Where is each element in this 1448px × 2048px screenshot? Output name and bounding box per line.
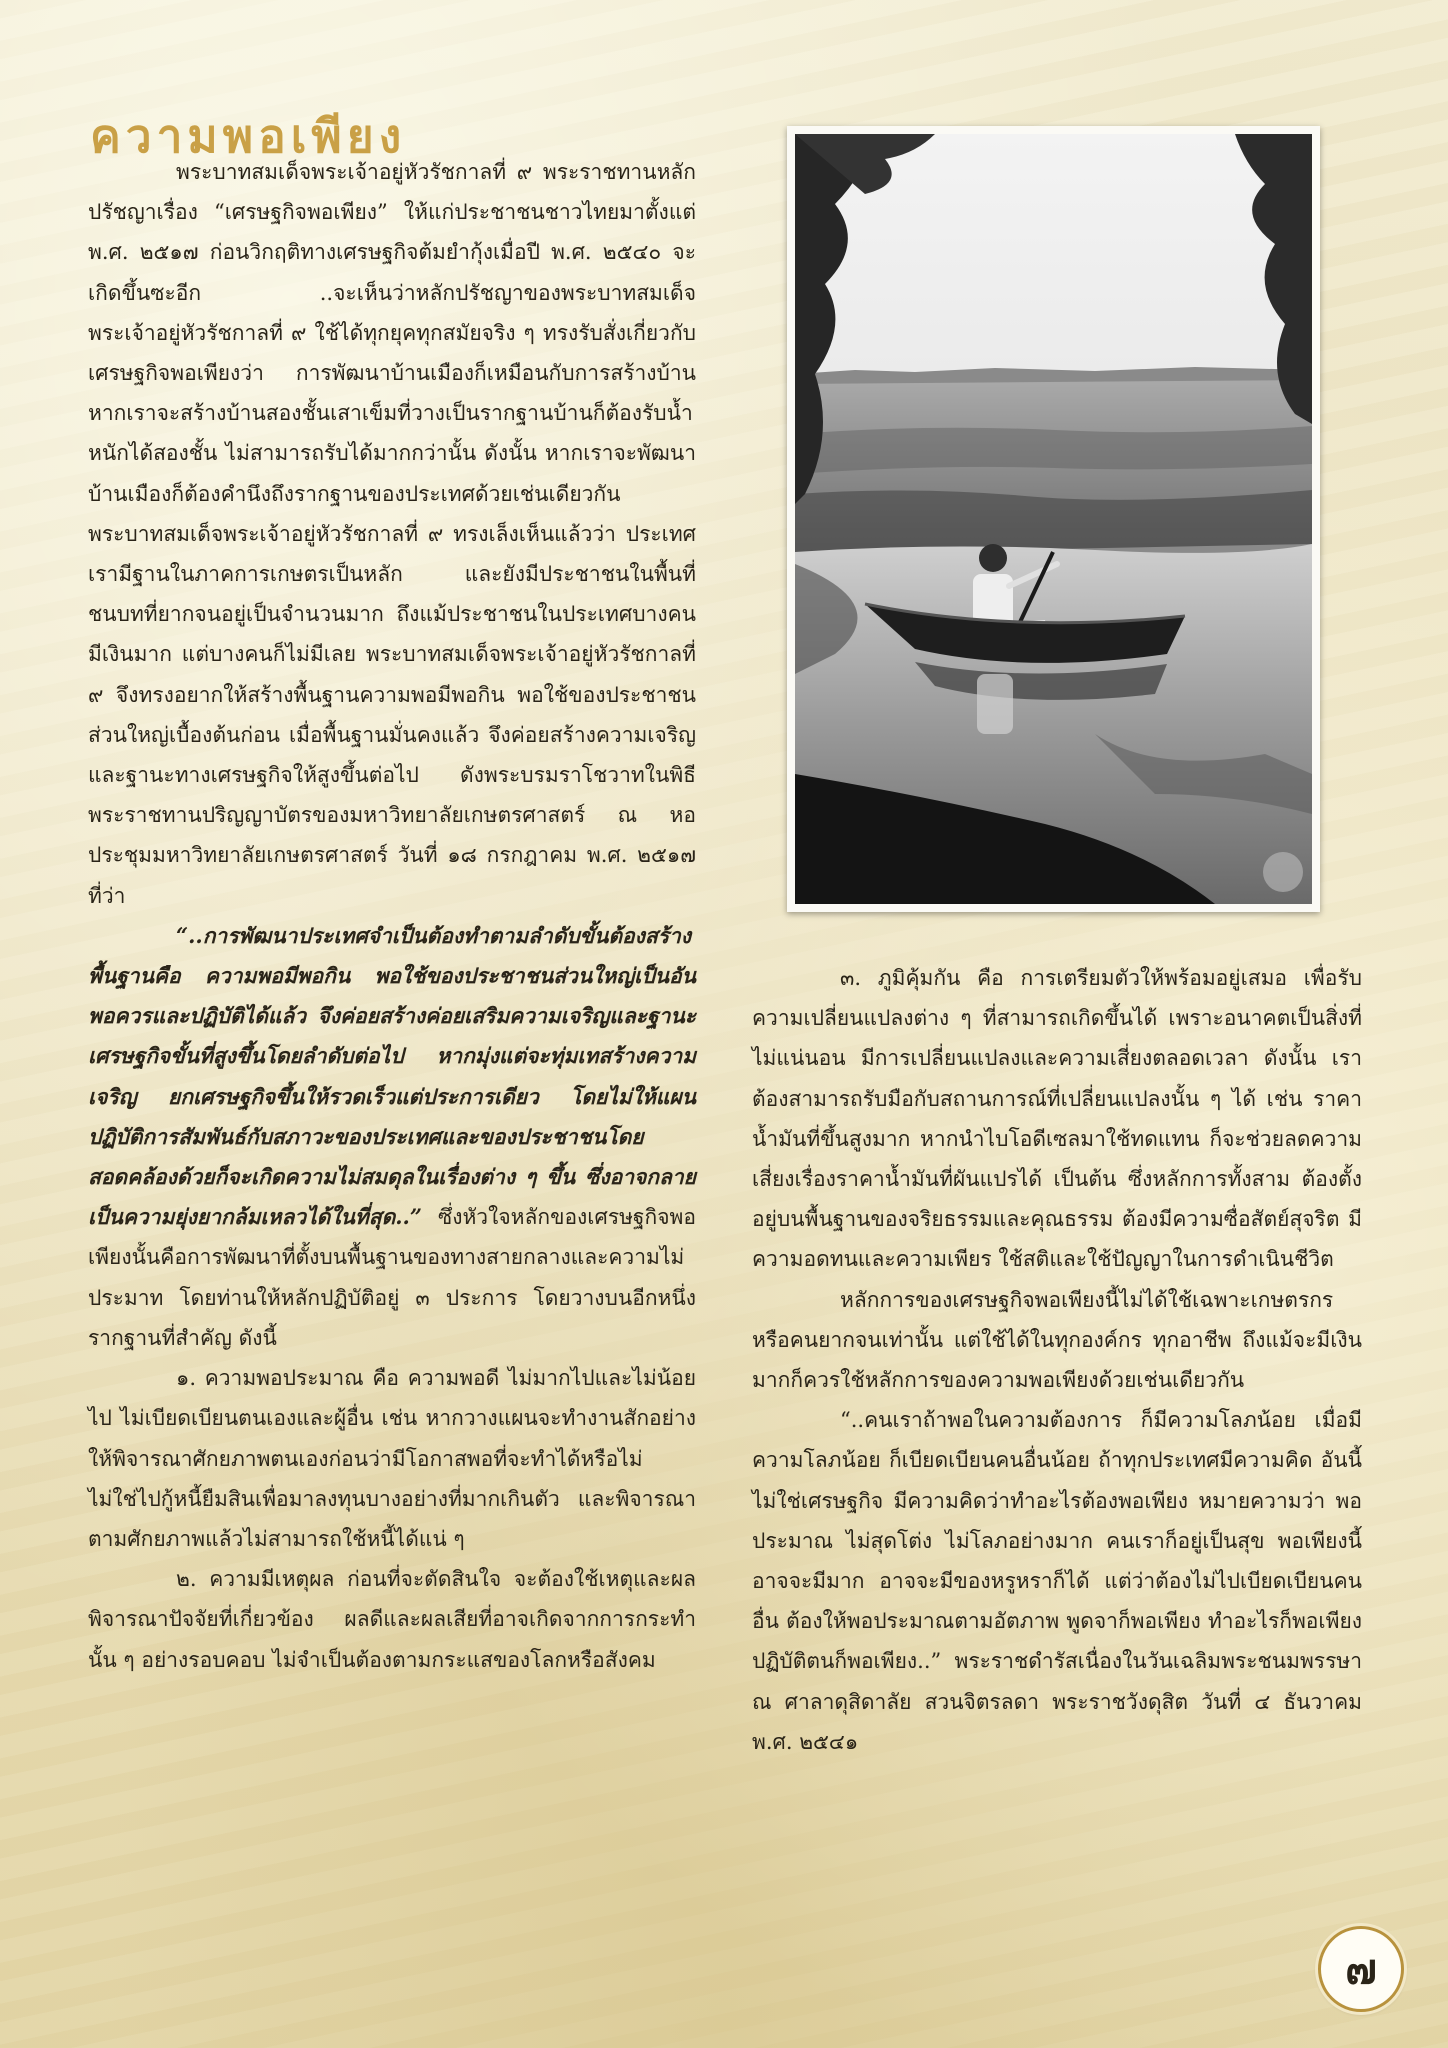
principle-immunity: ๓. ภูมิคุ้มกัน คือ การเตรียมตัวให้พร้อมอยู่เสมอ เพื่อรับความเปลี่ยนแปลงต่าง ๆ ที่สามารถเกิดขึ้นได้ เพราะอนาคตเป็นสิ่งที่ไม่แน่นอน มีการเปลี่ยนแปลงและความเสี่ยงตลอดเวลา ดังนั้น เราต้องสามารถรับมือกับสถานการณ์ที่เปลี่ยนแปลงนั้น ๆ ได้ เช่น ราคาน้ำมันที่ขึ้นสูงมาก หากนำไบโอดีเซลมาใช้ทดแทน ก็จะช่วยลดความเสี่ยงเรื่องราคาน้ำมันที่ผันแปรได้ เป็นต้น ซึ่งหลักการทั้งสาม ต้องตั้งอยู่บนพื้นฐานของจริยธรรมและคุณธรรม ต้องมีความซื่อสัตย์สุจริต มีความอดทนและความเพียร ใช้สติและใช้ปัญญาในการดำเนินชีวิต (752, 966, 1362, 1272)
right-column (752, 958, 1362, 1762)
page-number: ๗ (1318, 1926, 1404, 2012)
historical-photo (787, 126, 1320, 912)
king-rowing-boat-photo (795, 134, 1312, 904)
royal-quote-paragraph (88, 916, 696, 1358)
principle-scope: หลักการของเศรษฐกิจพอเพียงนี้ไม่ได้ใช้เฉพาะเกษตรกรหรือคนยากจนเท่านั้น แต่ใช้ได้ในทุกองค์กร ทุกอาชีพ ถึงแม้จะมีเงินมากก็ควรใช้หลักการของความพอเพียงด้วยเช่นเดียวกัน (752, 1287, 1362, 1393)
royal-speech-quote: “..คนเราถ้าพอในความต้องการ ก็มีความโลภน้อย เมื่อมีความโลภน้อย ก็เบียดเบียนคนอื่นน้อย ถ้าทุกประเทศมีความคิด อันนี้ไม่ใช่เศรษฐกิจ มีความคิดว่าทำอะไรต้องพอเพียง หมายความว่า พอประมาณ ไม่สุดโต่ง ไม่โลภอย่างมาก คนเราก็อยู่เป็นสุข พอเพียงนี้อาจจะมีมาก อาจจะมีของหรูหราก็ได้ แต่ว่าต้องไม่ไปเบียดเบียนคนอื่น ต้องให้พอประมาณตามอัตภาพ พูดจาก็พอเพียง ทำอะไรก็พอเพียง ปฏิบัติตนก็พอเพียง..” พระราชดำรัสเนื่องในวันเฉลิมพระชนมพรรษา ณ ศาลาดุสิดาลัย สวนจิตรลดา พระราชวังดุสิต วันที่ ๔ ธันวาคม พ.ศ. ๒๕๔๑ (752, 1408, 1362, 1754)
page-title: ความพอเพียง (90, 109, 407, 163)
royal-quote: “..การพัฒนาประเทศจำเป็นต้องทำตามลำดับขั้นต้องสร้างพื้นฐานคือ ความพอมีพอกิน พอใช้ของประชาชนส่วนใหญ่เป็นอันพอควรและปฏิบัติได้แล้ว จึงค่อยสร้างค่อยเสริมความเจริญและฐานะเศรษฐกิจขั้นที่สูงขึ้นโดยลำดับต่อไป หากมุ่งแต่จะทุ่มเทสร้างความเจริญ ยกเศรษฐกิจขึ้นให้รวดเร็วแต่ประการเดียว โดยไม่ให้แผนปฏิบัติการสัมพันธ์กับสภาวะของประเทศและของประชาชนโดยสอดคล้องด้วยก็จะเกิดความไม่สมดุลในเรื่องต่าง ๆ ขึ้น ซึ่งอาจกลายเป็นความยุ่งยากล้มเหลวได้ในที่สุด..” (88, 922, 696, 1230)
left-column (88, 152, 696, 1680)
principle-reasonableness: ๒. ความมีเหตุผล ก่อนที่จะตัดสินใจ จะต้องใช้เหตุและผล พิจารณาปัจจัยที่เกี่ยวข้อง ผลดีและผลเสียที่อาจเกิดจากการกระทำนั้น ๆ อย่างรอบคอบ ไม่จำเป็นต้องตามกระแสของโลกหรือสังคม (88, 1567, 696, 1672)
quote-followup: ซึ่งหัวใจหลักของเศรษฐกิจพอเพียงนั้นคือการพัฒนาที่ตั้งบนพื้นฐานของทางสายกลางและความไม่ประมาท โดยท่านให้หลักปฏิบัติอยู่ ๓ ประการ โดยวางบนอีกหนึ่งรากฐานที่สำคัญ ดังนี้ (88, 1205, 696, 1350)
intro-paragraph: พระบาทสมเด็จพระเจ้าอยู่หัวรัชกาลที่ ๙ พระราชทานหลักปรัชญาเรื่อง “เศรษฐกิจพอเพียง” ให้แก่ประชาชนชาวไทยมาตั้งแต่ พ.ศ. ๒๕๑๗ ก่อนวิกฤติทางเศรษฐกิจต้มยำกุ้งเมื่อปี พ.ศ. ๒๕๔๐ จะเกิดขึ้นซะอีก ..จะเห็นว่าหลักปรัชญาของพระบาทสมเด็จพระเจ้าอยู่หัวรัชกาลที่ ๙ ใช้ได้ทุกยุคทุกสมัยจริง ๆ ทรงรับสั่งเกี่ยวกับเศรษฐกิจพอเพียงว่า การพัฒนาบ้านเมืองก็เหมือนกับการสร้างบ้าน หากเราจะสร้างบ้านสองชั้นเสาเข็มที่วางเป็นรากฐานบ้านก็ต้องรับน้ำหนักได้สองชั้น ไม่สามารถรับได้มากกว่านั้น ดังนั้น หากเราจะพัฒนาบ้านเมืองก็ต้องคำนึงถึงรากฐานของประเทศด้วยเช่นเดียวกัน พระบาทสมเด็จพระเจ้าอยู่หัวรัชกาลที่ ๙ ทรงเล็งเห็นแล้วว่า ประเทศเรามีฐานในภาคการเกษตรเป็นหลัก และยังมีประชาชนในพื้นที่ชนบทที่ยากจนอยู่เป็นจำนวนมาก ถึงแม้ประชาชนในประเทศบางคนมีเงินมาก แต่บางคนก็ไม่มีเลย พระบาทสมเด็จพระเจ้าอยู่หัวรัชกาลที่ ๙ จึงทรงอยากให้สร้างพื้นฐานความพอมีพอกิน พอใช้ของประชาชนส่วนใหญ่เบื้องต้นก่อน เมื่อพื้นฐานมั่นคงแล้ว จึงค่อยสร้างความเจริญและฐานะทางเศรษฐกิจให้สูงขึ้นต่อไป ดังพระบรมราโชวาทในพิธีพระราชทานปริญญาบัตรของมหาวิทยาลัยเกษตรศาสตร์ ณ หอประชุมมหาวิทยาลัยเกษตรศาสตร์ วันที่ ๑๘ กรกฎาคม พ.ศ. ๒๕๑๗ ที่ว่า (88, 160, 696, 908)
principle-moderation: ๑. ความพอประมาณ คือ ความพอดี ไม่มากไปและไม่น้อยไป ไม่เบียดเบียนตนเองและผู้อื่น เช่น หากวางแผนจะทำงานสักอย่าง ให้พิจารณาศักยภาพตนเองก่อนว่ามีโอกาสพอที่จะทำได้หรือไม่ ไม่ใช่ไปกู้หนี้ยืมสินเพื่อมาลงทุนบางอย่างที่มากเกินตัว และพิจารณาตามศักยภาพแล้วไม่สามารถใช้หนี้ได้แน่ ๆ (88, 1366, 696, 1551)
